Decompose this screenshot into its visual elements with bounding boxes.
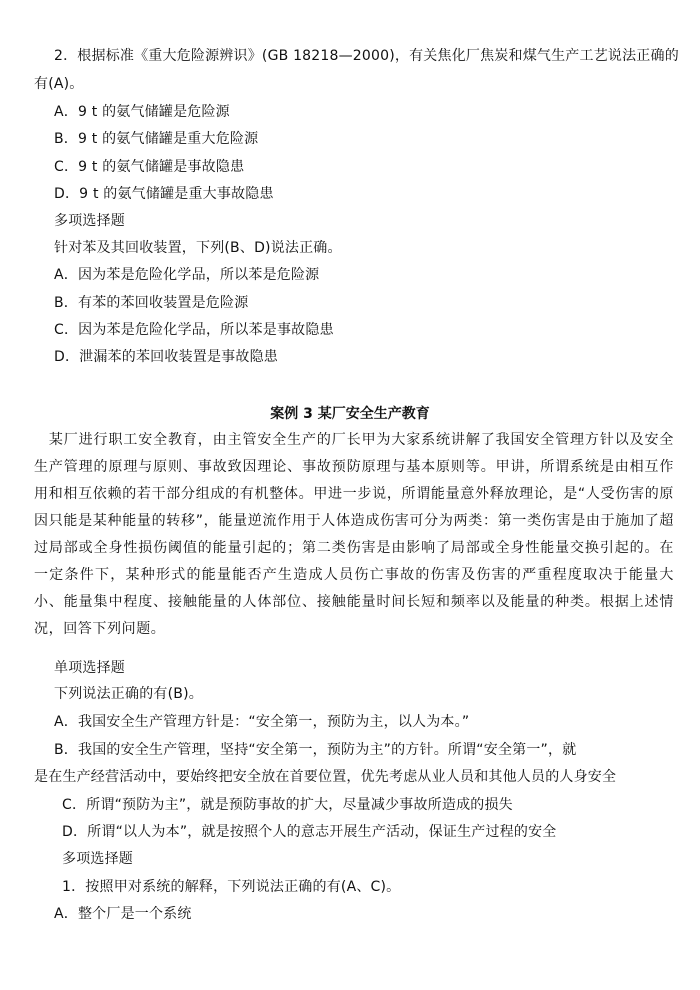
case-3-paragraph: 某厂进行职工安全教育，由主管安全生产的厂长甲为大家系统讲解了我国安全管理方针以及安全生产管理的原理与原则、事故致因理论、事故预防原理与基本原则等。甲讲，所谓系统是由相互作用和相互依赖的若干部分组成的有机整体。甲进一步说，所谓能量意外释放理论，是“人受伤害的原因只能是某种能量的转移”，能量逆流作用于人体造成伤害可分为两类：第一类伤害是由于施加了超过局部或全身性损伤阈值的能量引起的；第二类伤害是由影响了局部或全身性能量交换引起的。在一定条件下，某种形式的能量能否产生造成人员伤亡事故的伤害及伤害的严重程度取决于能量大小、能量集中程度、接触能量的人体部位、接触能量时间长短和频率以及能量的种类。根据上述情况，回答下列问题。: [34, 432, 674, 637]
question-2-option-b: B．9 t 的氨气储罐是重大危险源: [54, 131, 259, 147]
multi-choice-heading: 多项选择题: [54, 213, 125, 229]
question-2-option-d: D．9 t 的氨气储罐是重大事故隐患: [54, 186, 274, 202]
single-question-stem: 下列说法正确的有(B)。: [54, 686, 203, 702]
single-option-a: A．我国安全生产管理方针是：“安全第一，预防为主，以人为本。”: [54, 714, 470, 730]
single-option-b-line2: 是在生产经营活动中，要始终把安全放在首要位置，优先考虑从业人员和其他人员的人身安全: [34, 769, 617, 785]
benzene-option-a: A．因为苯是危险化学品，所以苯是危险源: [54, 267, 320, 283]
benzene-option-d: D．泄漏苯的苯回收装置是事故隐患: [54, 349, 278, 365]
benzene-option-c: C．因为苯是危险化学品，所以苯是事故隐患: [54, 322, 334, 338]
benzene-option-b: B．有苯的苯回收装置是危险源: [54, 295, 249, 311]
system-question-stem: 1．按照甲对系统的解释，下列说法正确的有(A、C)。: [62, 879, 401, 895]
single-option-c: C．所谓“预防为主”，就是预防事故的扩大，尽量减少事故所造成的损失: [62, 797, 513, 813]
system-option-a: A．整个厂是一个系统: [54, 906, 192, 922]
case-3-title: 案例 3 某厂安全生产教育: [270, 406, 430, 422]
single-option-d: D．所谓“以人为本”，就是按照个人的意志开展生产活动，保证生产过程的安全: [62, 824, 557, 840]
multi-choice-heading-2: 多项选择题: [62, 851, 133, 867]
single-choice-heading: 单项选择题: [54, 660, 125, 676]
question-2-stem-line1: 2．根据标准《重大危险源辨识》(GB 18218—2000)，有关焦化厂焦炭和煤气生产工艺说法正确的: [54, 48, 679, 64]
question-2-stem-line2: 有(A)。: [34, 76, 84, 92]
single-option-b-line1: B．我国的安全生产管理，坚持“安全第一，预防为主”的方针。所谓“安全第一”，就: [54, 742, 577, 758]
question-2-option-a: A．9 t 的氨气储罐是危险源: [54, 104, 230, 120]
benzene-question-stem: 针对苯及其回收装置，下列(B、D)说法正确。: [54, 240, 342, 256]
question-2-option-c: C．9 t 的氨气储罐是事故隐患: [54, 159, 245, 175]
